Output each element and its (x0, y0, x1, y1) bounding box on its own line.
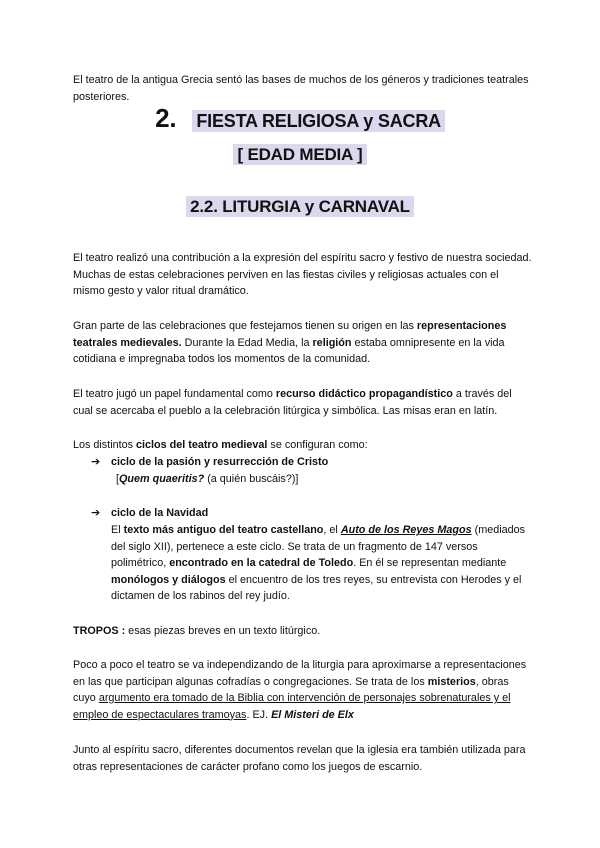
li2-d: Auto de los Reyes Magos (340, 524, 472, 536)
li2-i: el encuentro de los tres reyes, su entrevista con Herodes y el dictamen de los rabinos del rey judío. (111, 573, 522, 602)
p5-c: , obras cuyo (73, 675, 509, 704)
p5-a: Poco a poco el teatro se va independizando de la liturgia para aproximarse a representaciones en las que participan algunas cofradías o congregaciones. Se trata de los (73, 659, 527, 688)
li2-e: (mediados del siglo XII), pertenece a este ciclo. Se trata de un fragmento de 147 versos polimétrico, (111, 524, 526, 569)
chapter-heading (0, 103, 600, 133)
list-item-1-rest: (a quién buscáis?)] (204, 473, 299, 485)
p2-text-c: Durante la Edad Media, la (181, 336, 313, 349)
section-heading-row (0, 199, 600, 218)
list-item-2-title-text: ciclo de la Navidad (111, 507, 209, 519)
p3-bold-b: recurso didáctico propagandístico (275, 388, 453, 400)
p2-text-a: Gran parte de las celebraciones que festejamos tienen su origen en las (73, 320, 417, 332)
p4-text-c: se configuran como: (267, 439, 368, 451)
p5-d: argumento era tomado de la Biblia con intervención de personajes sobrenaturales y el empleo de espectaculares tramoyas (73, 692, 511, 721)
p2-text-e: estaba omnipresente en la vida cotidiana e impregnaba todos los momentos de la comunidad. (73, 336, 505, 365)
list-item-2-title (111, 505, 531, 522)
p5-e: . EJ. (246, 708, 272, 721)
intro-paragraph: El teatro de la antigua Grecia sentó las bases de muchos de los géneros y tradiciones teatrales posteriores. (73, 74, 529, 103)
paragraph-4 (73, 437, 533, 454)
chapter-subtitle-row (0, 147, 600, 166)
p5-f: El Misteri de Elx (271, 708, 354, 721)
list-item-1-quote: Quem quaeritis? (119, 473, 205, 485)
paragraph-6: Junto al espíritu sacro, diferentes documentos revelan que la iglesia era también utilizada para otras representaciones de carácter profano como los juegos de escarnio. (73, 744, 526, 773)
paragraph-1: El teatro realizó una contribución a la expresión del espíritu sacro y festivo de nuestra sociedad. Muchas de estas celebraciones perviven en las fiestas civiles y religiosas actuales con el mismo gesto y valor ritual dramático. (73, 252, 532, 297)
list-item-1-open: [ (116, 473, 119, 485)
p5-b: misterios (427, 675, 476, 688)
chapter-subtitle: [ EDAD MEDIA ] (233, 144, 366, 165)
list-item-1-title (111, 454, 531, 471)
paragraph-2 (73, 318, 533, 368)
p2-bold-d: religión (312, 336, 352, 349)
p2-bold-b: representaciones teatrales medievales. (73, 320, 507, 349)
li2-c: , el (323, 524, 341, 536)
li2-g: . En él se representan mediante (353, 557, 507, 569)
chapter-number: 2. (155, 103, 177, 133)
paragraph-3 (73, 386, 533, 419)
paragraph-5 (73, 657, 533, 723)
li2-a: El (111, 524, 124, 536)
tropos-label: TROPOS : (73, 625, 126, 637)
chapter-title: FIESTA RELIGIOSA y SACRA (192, 110, 445, 132)
p4-bold-b: ciclos del teatro medieval (136, 439, 268, 451)
tropos-paragraph (73, 623, 533, 640)
p4-text-a: Los distintos (73, 439, 137, 451)
arrow-bullet-icon: ➔ (91, 507, 101, 519)
list-item-2-body (111, 522, 531, 605)
p3-text-c: a través del cual se acercaba el pueblo a la celebración litúrgica y simbólica. Las misas eran en latín. (73, 388, 512, 417)
section-heading: 2.2. LITURGIA y CARNAVAL (186, 196, 414, 217)
tropos-text: esas piezas breves en un texto litúrgico. (125, 625, 321, 637)
list-item-1-title-text: ciclo de la pasión y resurrección de Cristo (111, 456, 329, 468)
p3-text-a: El teatro jugó un papel fundamental como (73, 388, 276, 400)
arrow-bullet-icon: ➔ (91, 456, 101, 468)
list-item-1-note (116, 471, 536, 488)
li2-b: texto más antiguo del teatro castellano (123, 524, 324, 536)
li2-f: encontrado en la catedral de Toledo (169, 557, 354, 569)
li2-h: monólogos y diálogos (111, 573, 226, 586)
